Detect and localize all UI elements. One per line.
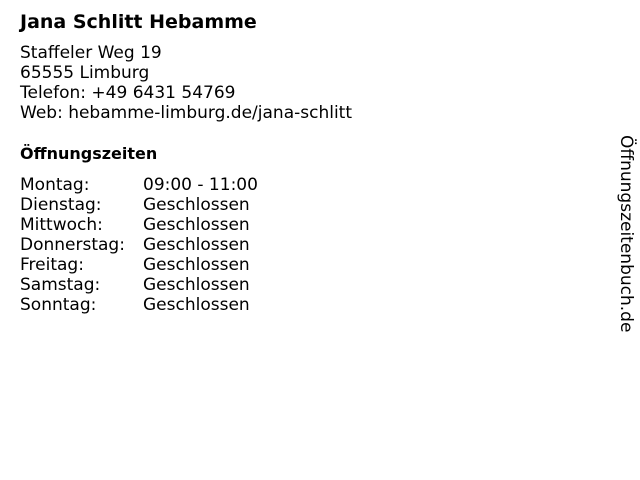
day-hours: Geschlossen — [143, 255, 250, 275]
phone-line: Telefon: +49 6431 54769 — [20, 83, 236, 103]
day-label: Samstag: — [20, 275, 101, 295]
day-label: Dienstag: — [20, 195, 102, 215]
source-site-label: Öffnungszeitenbuch.de — [616, 135, 636, 333]
business-name: Jana Schlitt Hebamme — [20, 11, 257, 33]
hours-row-wednesday — [20, 215, 580, 235]
website-line: Web: hebamme-limburg.de/jana-schlitt — [20, 103, 353, 123]
address-block — [20, 43, 580, 123]
hours-row-thursday — [20, 235, 580, 255]
day-hours: Geschlossen — [143, 195, 250, 215]
day-label: Sonntag: — [20, 295, 97, 315]
day-hours: Geschlossen — [143, 275, 250, 295]
city-line: 65555 Limburg — [20, 63, 150, 83]
day-hours: Geschlossen — [143, 295, 250, 315]
business-card — [20, 10, 580, 315]
opening-hours-table — [20, 175, 580, 315]
hours-row-sunday — [20, 295, 580, 315]
hours-row-monday — [20, 175, 580, 195]
hours-row-tuesday — [20, 195, 580, 215]
day-hours: 09:00 - 11:00 — [143, 175, 258, 195]
street-address: Staffeler Weg 19 — [20, 43, 162, 63]
day-hours: Geschlossen — [143, 235, 250, 255]
opening-hours-heading: Öffnungszeiten — [20, 144, 158, 163]
day-label: Donnerstag: — [20, 235, 125, 255]
day-label: Freitag: — [20, 255, 84, 275]
day-label: Montag: — [20, 175, 90, 195]
day-hours: Geschlossen — [143, 215, 250, 235]
hours-row-friday — [20, 255, 580, 275]
hours-row-saturday — [20, 275, 580, 295]
day-label: Mittwoch: — [20, 215, 103, 235]
